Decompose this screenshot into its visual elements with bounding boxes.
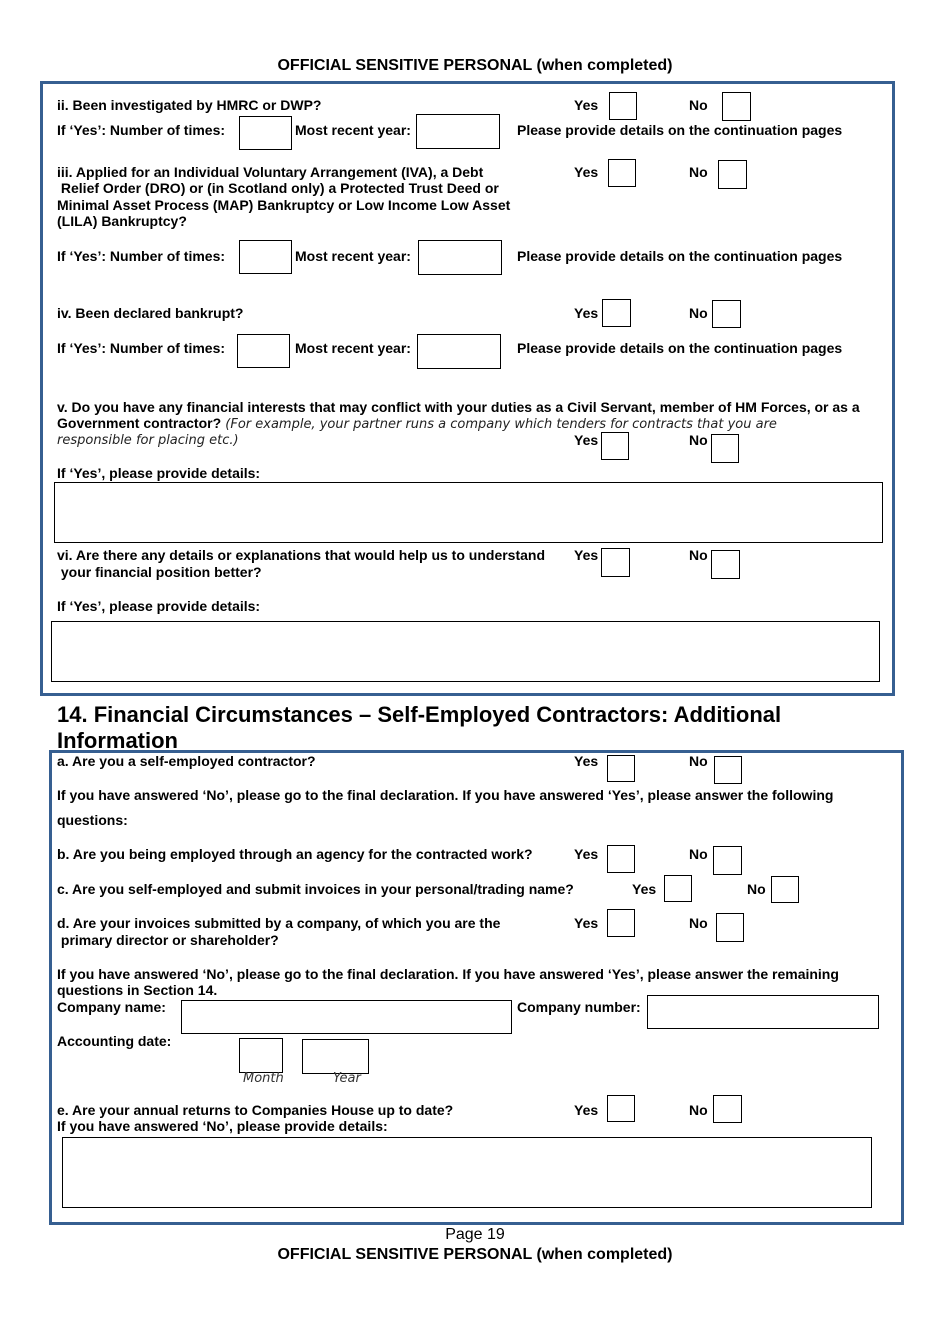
question-b: b. Are you being employed through an agency for the contracted work? — [57, 846, 533, 862]
question-v-line-2-bold: Government contractor? — [57, 415, 222, 431]
accounting-year-input[interactable] — [302, 1039, 369, 1074]
q-ii-year-input[interactable] — [416, 114, 500, 149]
yes-label: Yes — [574, 305, 599, 321]
classification-footer: OFFICIAL SENSITIVE PERSONAL (when completed) — [277, 1246, 673, 1263]
question-iii-line-4: (LILA) Bankruptcy? — [57, 213, 187, 229]
q-vi-details-textarea[interactable] — [51, 621, 880, 682]
note-2-line-2: questions in Section 14. — [57, 982, 218, 998]
no-label: No — [689, 1102, 708, 1118]
question-vi-line-1: vi. Are there any details or explanations that would help us to understand — [57, 547, 546, 563]
continuation-note: Please provide details on the continuation pages — [517, 340, 843, 356]
q-vi-yes-checkbox[interactable] — [601, 548, 630, 577]
q-a-no-checkbox[interactable] — [714, 756, 742, 784]
no-label: No — [689, 753, 708, 769]
question-c: c. Are you self-employed and submit invoices in your personal/trading name? — [57, 881, 574, 897]
q-a-yes-checkbox[interactable] — [607, 755, 635, 782]
company-number-label: Company number: — [517, 999, 641, 1015]
company-name-label: Company name: — [57, 999, 166, 1015]
question-e: e. Are your annual returns to Companies House up to date? — [57, 1102, 454, 1118]
page-number: Page 19 — [445, 1226, 505, 1243]
question-d-line-1: d. Are your invoices submitted by a company, of which you are the — [57, 915, 501, 931]
question-v-line-2 — [57, 415, 777, 433]
no-label: No — [689, 915, 708, 931]
yes-label: Yes — [632, 881, 657, 897]
q-ii-number-input[interactable] — [239, 116, 292, 150]
no-label: No — [689, 432, 708, 448]
no-label: No — [689, 164, 708, 180]
q-d-no-checkbox[interactable] — [716, 913, 744, 942]
company-number-input[interactable] — [647, 995, 879, 1029]
q-c-no-checkbox[interactable] — [771, 876, 799, 903]
if-no-details-label: If you have answered ‘No’, please provide details: — [57, 1118, 388, 1134]
question-iii-line-3: Minimal Asset Process (MAP) Bankruptcy or Low Income Low Asset — [57, 197, 511, 213]
year-caption: Year — [333, 1071, 361, 1086]
q-iii-number-input[interactable] — [239, 240, 292, 274]
q-e-no-checkbox[interactable] — [713, 1095, 742, 1123]
question-iii-line-1: iii. Applied for an Individual Voluntary Arrangement (IVA), a Debt — [57, 164, 484, 180]
q-e-yes-checkbox[interactable] — [607, 1095, 635, 1122]
question-d-line-2: primary director or shareholder? — [57, 932, 279, 948]
accounting-month-input[interactable] — [239, 1038, 283, 1073]
month-caption: Month — [243, 1071, 284, 1086]
q-b-yes-checkbox[interactable] — [607, 845, 635, 873]
question-v-line-1: v. Do you have any financial interests that may conflict with your duties as a Civil Servant, member of HM Forces, or as a — [57, 399, 860, 415]
q-v-details-textarea[interactable] — [54, 482, 883, 543]
yes-label: Yes — [574, 97, 599, 113]
q-d-yes-checkbox[interactable] — [607, 909, 635, 937]
yes-label: Yes — [574, 753, 599, 769]
question-vi-line-2: your financial position better? — [57, 564, 262, 580]
if-yes-details-label: If ‘Yes’, please provide details: — [57, 598, 261, 614]
question-a: a. Are you a self-employed contractor? — [57, 753, 316, 769]
yes-label: Yes — [574, 164, 599, 180]
question-v-line-3: responsible for placing etc.) — [57, 433, 239, 448]
if-yes-number-label: If ‘Yes’: Number of times: — [57, 340, 226, 356]
no-label: No — [689, 547, 708, 563]
yes-label: Yes — [574, 547, 599, 563]
q-ii-yes-checkbox[interactable] — [609, 92, 637, 120]
q-iii-year-input[interactable] — [418, 240, 502, 275]
q-e-details-textarea[interactable] — [62, 1137, 872, 1208]
q-iv-no-checkbox[interactable] — [712, 300, 741, 328]
note-1-line-2: questions: — [57, 812, 128, 828]
q-iv-number-input[interactable] — [237, 334, 290, 368]
no-label: No — [689, 97, 708, 113]
note-2-line-1: If you have answered ‘No’, please go to the final declaration. If you have answered ‘Yes’, please answer the remaining — [57, 966, 839, 982]
most-recent-year-label: Most recent year: — [295, 248, 411, 264]
accounting-date-label: Accounting date: — [57, 1033, 172, 1049]
q-iv-yes-checkbox[interactable] — [602, 299, 631, 327]
question-iv: iv. Been declared bankrupt? — [57, 305, 244, 321]
most-recent-year-label: Most recent year: — [295, 340, 411, 356]
q-iii-yes-checkbox[interactable] — [608, 159, 636, 187]
no-label: No — [747, 881, 766, 897]
q-b-no-checkbox[interactable] — [713, 846, 742, 875]
q-ii-no-checkbox[interactable] — [722, 92, 751, 121]
yes-label: Yes — [574, 846, 599, 862]
q-iv-year-input[interactable] — [417, 334, 501, 369]
question-v-line-2-italic: (For example, your partner runs a company which tenders for contracts that you are — [221, 417, 777, 432]
section-14-title-line-1: 14. Financial Circumstances – Self-Employed Contractors: Additional — [57, 702, 782, 727]
question-ii: ii. Been investigated by HMRC or DWP? — [57, 97, 322, 113]
continuation-note: Please provide details on the continuation pages — [517, 248, 843, 264]
company-name-input[interactable] — [181, 1000, 512, 1034]
q-v-no-checkbox[interactable] — [711, 434, 739, 463]
q-vi-no-checkbox[interactable] — [711, 550, 740, 579]
most-recent-year-label: Most recent year: — [295, 122, 411, 138]
q-iii-no-checkbox[interactable] — [718, 160, 747, 189]
if-yes-number-label: If ‘Yes’: Number of times: — [57, 248, 226, 264]
note-1-line-1: If you have answered ‘No’, please go to the final declaration. If you have answered ‘Yes’, please answer the following — [57, 787, 834, 803]
classification-header: OFFICIAL SENSITIVE PERSONAL (when completed) — [277, 57, 673, 74]
if-yes-number-label: If ‘Yes’: Number of times: — [57, 122, 226, 138]
continuation-note: Please provide details on the continuation pages — [517, 122, 843, 138]
question-iii-line-2: Relief Order (DRO) or (in Scotland only) a Protected Trust Deed or — [57, 180, 499, 196]
no-label: No — [689, 305, 708, 321]
section-14-title-line-2: Information — [57, 728, 178, 753]
q-c-yes-checkbox[interactable] — [664, 875, 692, 902]
q-v-yes-checkbox[interactable] — [601, 432, 629, 460]
if-yes-details-label: If ‘Yes’, please provide details: — [57, 465, 261, 481]
yes-label: Yes — [574, 915, 599, 931]
yes-label: Yes — [574, 432, 599, 448]
yes-label: Yes — [574, 1102, 599, 1118]
no-label: No — [689, 846, 708, 862]
